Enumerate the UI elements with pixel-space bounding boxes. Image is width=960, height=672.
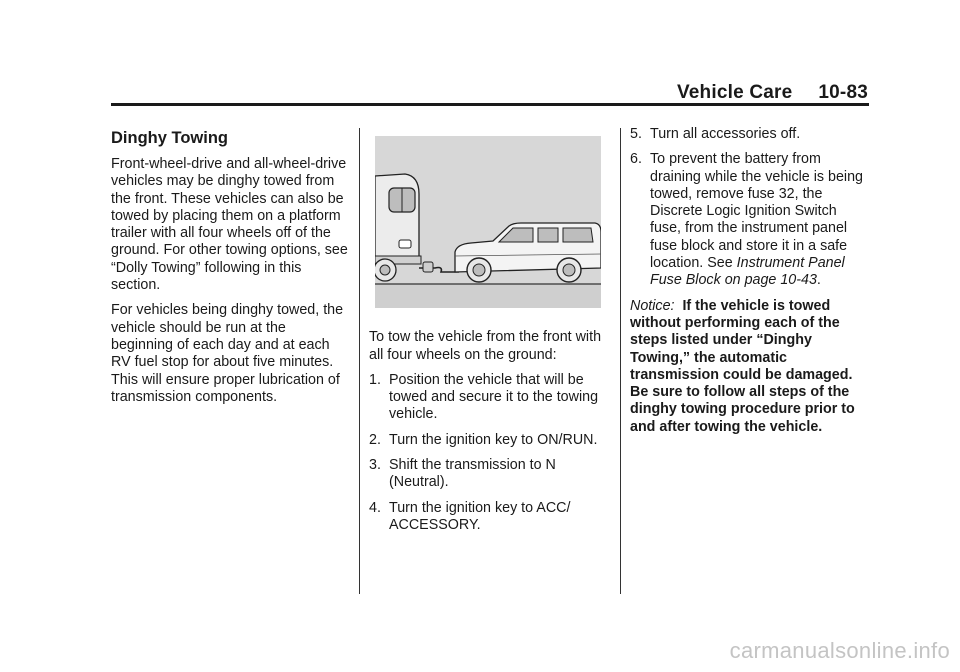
step-text: Turn the ignition key to ACC/ ACCESSORY. [389,499,571,533]
column-divider [359,128,360,594]
list-item [369,500,609,535]
notice-label: Notice: [630,297,675,314]
notice [630,298,870,436]
step-number: 1. [369,371,381,388]
list-item [369,457,609,492]
step-text-end: . [816,272,821,289]
list-item [630,151,870,289]
column-3 [630,126,870,444]
step-number: 5. [630,126,642,142]
run-vehicle-paragraph: For vehicles being dinghy towed, the vehicle should be run at the beginning of each day and at each RV fuel stop for about five minutes. This will ensure proper lubrication of transmission components. [111,302,344,405]
step-number: 4. [369,499,381,516]
step-number: 2. [369,431,381,448]
column-2 [369,136,609,542]
intro-paragraph: Front-wheel-drive and all-wheel-drive vehicles may be dinghy towed from the front. These vehicles can also be towed by placing them on a platform trailer with all four wheels off of the ground. For other towing options, see “Dolly Towing” following in this section. [111,156,348,294]
column-1 [111,128,351,414]
step-text: Turn the ignition key to ON/RUN. [389,431,598,448]
dinghy-towing-illustration [375,136,601,308]
header-rule [111,103,869,106]
list-item [369,432,609,449]
column-divider [620,128,621,594]
fuse-block-reference[interactable]: Instrument Panel Fuse Block on page 10-43 [650,255,845,289]
step-text: Turn all accessories off. [650,126,801,142]
step-number: 6. [630,151,642,168]
page-number: 10-83 [818,82,868,103]
section-heading: Dinghy Towing [111,129,229,147]
step-text: Position the vehicle that will be towed and secure it to the towing vehicle. [389,371,599,423]
step-text-body: To prevent the battery from draining while the vehicle is being towed, remove fuse 32, the Discrete Logic Ignition Switch fuse, from the instrument panel fuse block and store it in a safe location. See [650,151,863,272]
list-item [630,126,870,143]
watermark: carmanualsonline.info [729,638,950,663]
section-title: Vehicle Care [676,82,793,103]
list-item [369,372,609,424]
step-number: 3. [369,457,381,474]
page-header [677,82,868,104]
notice-text: If the vehicle is towed without performing each of the steps listed under “Dinghy Towing,” the automatic transmission could be damaged. Be sure to follow all steps of the dinghy towing procedure prior to and after towing the vehicle. [630,297,855,435]
step-text [650,151,870,289]
step-text: Shift the transmission to N (Neutral). [389,457,556,491]
procedure-intro: To tow the vehicle from the front with all four wheels on the ground: [369,329,602,363]
